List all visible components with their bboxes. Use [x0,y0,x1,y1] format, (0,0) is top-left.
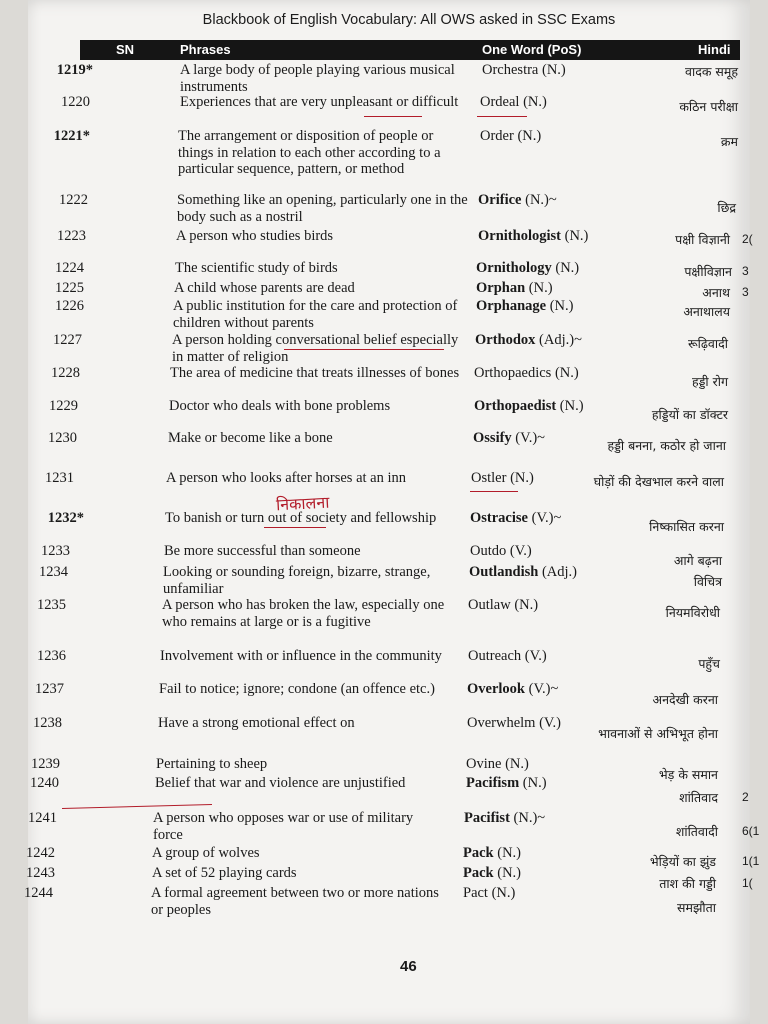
phrase-text: Fail to notice; ignore; condone (an offence etc.) [159,681,435,697]
part-of-speech: (N.) [546,298,574,314]
part-of-speech: (V.)~ [511,430,546,446]
phrase-text: Something like an opening, particularly one in the body such as a nostril [177,192,468,225]
phrase-text: Be more successful than someone [164,543,361,559]
ink-underline-unpleasant [364,116,422,117]
one-word: Ornithologist [478,228,561,244]
hindi-meaning: हड्डियों का डॉक्टर [651,407,728,422]
part-of-speech: (N.) [519,775,547,791]
phrase-text: A person who studies birds [176,228,334,244]
part-of-speech: (N.)~ [509,810,546,826]
margin-count: 1( [742,876,753,890]
one-word: Ostracise [470,510,528,526]
part-of-speech: (V.)~ [525,681,559,697]
one-word: Ornithology [476,260,552,276]
phrase-text: A person who opposes war or use of military force [153,810,414,843]
hindi-meaning: ताश की गड्डी [659,876,716,891]
part-of-speech: (N.) [525,280,553,296]
one-word: Overlook [467,681,525,697]
column-one-word: One Word (PoS) [482,42,582,57]
one-word: Pack [463,845,494,861]
serial-number: 1219* [56,62,93,78]
margin-count: 3 [742,285,749,299]
part-of-speech: (N.) [556,398,584,414]
column-sn: SN [116,42,135,57]
serial-number: 1234 [39,564,68,580]
hindi-meaning: निष्कासित करना [649,519,724,534]
hindi-meaning: पहुँच [698,656,720,671]
hindi-meaning: शांतिवाद [679,790,718,805]
phrase-text: Involvement with or influence in the community [160,648,442,664]
column-phrases: Phrases [180,42,231,57]
hindi-meaning: नियमविरोधी [665,605,720,620]
hindi-meaning: हड्डी रोग [691,374,728,389]
part-of-speech: (V.) [535,715,561,731]
part-of-speech: (N.) [501,756,529,772]
hindi-meaning: घोड़ों की देखभाल करने वाला [593,474,724,489]
hindi-meaning: अनाथ [702,285,730,300]
phrase-text: A formal agreement between two or more nations or peoples [151,885,439,918]
serial-number: 1224 [55,260,84,276]
phrase-text: Belief that war and violence are unjustified [155,775,406,791]
part-of-speech: (N.) [493,845,521,861]
serial-number: 1220 [61,94,90,110]
one-word: Pacifist [464,810,510,826]
serial-number: 1227 [53,332,82,348]
phrase-text: Pertaining to sheep [156,756,268,772]
part-of-speech: (N.) [493,865,521,881]
serial-number: 1243 [26,865,55,881]
part-of-speech: (N.) [551,260,580,276]
part-of-speech: (N.) [538,62,566,78]
margin-count: 3 [742,264,749,278]
hindi-meaning: शांतिवादी [675,824,718,839]
serial-number: 1221* [53,128,90,144]
part-of-speech: (N.) [551,365,579,381]
phrase-text: A person who looks after horses at an inn [166,470,407,486]
margin-count: 1(1 [742,854,760,868]
phrase-text: A person holding conversational belief especially in matter of religion [172,332,459,365]
serial-number: 1229 [49,398,78,414]
serial-number: 1236 [37,648,66,664]
one-word: Ordeal [480,94,520,110]
phrase-text: A group of wolves [152,845,260,861]
one-word: Pack [463,865,494,881]
part-of-speech: (N.) [510,597,539,613]
phrase-text: The area of medicine that treats illnesses of bones [170,365,460,381]
serial-number: 1225 [55,280,84,296]
serial-number: 1228 [51,365,80,381]
one-word: Orthopaedist [474,398,557,414]
one-word: Ovine [466,756,502,772]
one-word: Overwhelm [467,715,536,731]
margin-count: 6(1 [742,824,760,838]
hindi-meaning: रूढ़िवादी [687,336,728,351]
serial-number: 1240 [30,775,59,791]
hindi-meaning: पक्षीविज्ञान [684,264,732,279]
running-head: Blackbook of English Vocabulary: All OWS asked in SSC Exams [202,12,616,28]
serial-number: 1235 [37,597,66,613]
hindi-meaning: क्रम [720,134,738,149]
one-word: Ostler [471,470,507,486]
serial-number: 1226 [55,298,84,314]
serial-number: 1230 [48,430,77,446]
part-of-speech: (Adj.) [538,564,577,580]
part-of-speech: (N.) [487,885,516,901]
one-word: Outlandish [469,564,539,580]
one-word: Ossify [473,430,512,446]
page-number: 46 [400,958,417,975]
part-of-speech: (V.) [506,543,532,559]
serial-number: 1237 [35,681,64,697]
margin-count: 2 [742,790,749,804]
part-of-speech: (N.)~ [521,192,557,208]
one-word: Orthodox [475,332,536,348]
one-word: Orifice [478,192,522,208]
part-of-speech: (V.) [521,648,547,664]
serial-number: 1232* [47,510,84,526]
ink-underline-conversational-belief [284,349,444,350]
phrase-text: Looking or sounding foreign, bizarre, strange, unfamiliar [163,564,431,597]
serial-number: 1222 [59,192,88,208]
hindi-meaning: कठिन परीक्षा [679,99,738,114]
part-of-speech: (Adj.)~ [535,332,582,348]
part-of-speech: (N.) [506,470,534,486]
phrase-text: A public institution for the care and protection of children without parents [173,298,458,331]
phrase-text: Have a strong emotional effect on [158,715,355,731]
serial-number: 1239 [31,756,60,772]
phrase-text: The scientific study of birds [175,260,338,276]
hindi-meaning: भेड़ियों का झुंड [649,854,716,869]
ink-underline-ordeal [477,116,527,117]
serial-number: 1223 [57,228,86,244]
hindi-meaning: विचित्र [693,574,722,589]
hindi-meaning: अनदेखी करना [652,692,718,707]
serial-number: 1244 [24,885,53,901]
hindi-meaning: अनाथालय [683,304,730,319]
column-hindi: Hindi [698,42,731,57]
one-word: Outlaw [468,597,511,613]
hindi-meaning: हड्डी बनना, कठोर हो जाना [607,438,726,453]
one-word: Pact [463,885,488,901]
serial-number: 1231 [45,470,74,486]
hindi-meaning: भेड़ के समान [658,767,718,782]
phrase-text: Experiences that are very unpleasant or difficult [180,94,459,110]
one-word: Orphan [476,280,526,296]
hindi-meaning: समझौता [677,900,716,915]
ink-underline-turn-out [264,527,326,528]
phrase-text: The arrangement or disposition of people or things in relation to each other according to a particular sequence, pattern, or method [178,128,441,177]
phrase-text: To banish or turn out of society and fellowship [165,510,437,526]
serial-number: 1242 [26,845,55,861]
margin-count: 2( [742,232,753,246]
hindi-meaning: आगे बढ़ना [673,553,722,568]
one-word: Orphanage [476,298,547,314]
part-of-speech: (N.) [560,228,589,244]
one-word: Outreach [468,648,522,664]
serial-number: 1238 [33,715,62,731]
one-word: Outdo [470,543,507,559]
phrase-text: A person who has broken the law, especially one who remains at large or is a fugitive [162,597,445,630]
phrase-text: A child whose parents are dead [174,280,355,296]
phrase-text: A set of 52 playing cards [152,865,297,881]
one-word: Orchestra [482,62,539,78]
part-of-speech: (N.) [513,128,542,144]
part-of-speech: (V.)~ [527,510,562,526]
one-word: Order [480,128,514,144]
one-word: Orthopaedics [474,365,552,381]
serial-number: 1233 [41,543,70,559]
serial-number: 1241 [28,810,57,826]
one-word: Pacifism [466,775,520,791]
hindi-meaning: वादक समूह [685,64,738,79]
hindi-meaning: छिद्र [717,200,736,215]
phrase-text: Make or become like a bone [168,430,333,446]
part-of-speech: (N.) [519,94,547,110]
phrase-text: Doctor who deals with bone problems [169,398,391,414]
hindi-meaning: पक्षी विज्ञानी [675,232,730,247]
ink-underline-ostler [470,491,518,492]
phrase-text: A large body of people playing various musical instruments [180,62,455,95]
hindi-meaning: भावनाओं से अभिभूत होना [598,726,718,741]
handwritten-note: निकालना [275,492,330,515]
